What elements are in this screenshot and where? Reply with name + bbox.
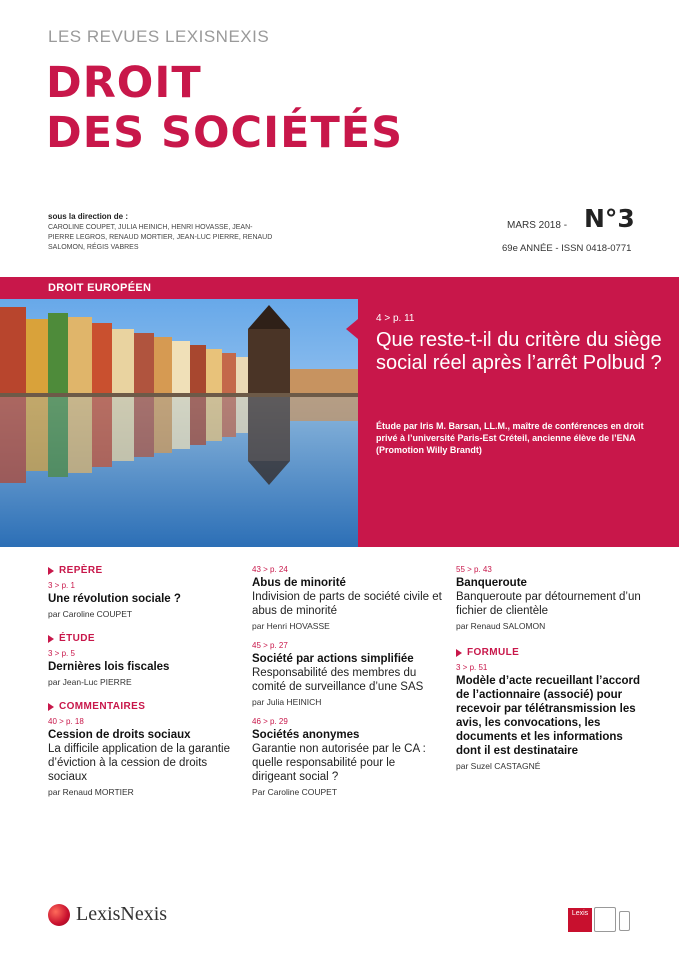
title-line-1: DROIT: [46, 58, 202, 108]
entry-title: Une révolution sociale ?: [48, 593, 181, 605]
entry-title: Dernières lois fiscales: [48, 661, 170, 673]
title-line-2: DES SOCIÉTÉS: [46, 108, 404, 158]
entry-author: par Henri HOVASSE: [252, 621, 330, 631]
magazine-title: [46, 58, 403, 158]
entry-description: Garantie non autorisée par le CA : quelle responsabilité pour le dirigeant social ?: [252, 743, 426, 783]
toc-entry[interactable]: [456, 663, 646, 771]
issue-info: 69e ANNÉE - ISSN 0418-0771: [502, 243, 632, 254]
toc-column-2: [252, 565, 442, 807]
section-header-repere: REPÈRE: [48, 565, 238, 576]
entry-ref: 3 > p. 5: [48, 649, 75, 658]
entry-description: La difficile application de la garantie d’éviction à la cession de droits sociaux: [48, 743, 230, 783]
toc-entry[interactable]: [48, 581, 238, 619]
direction-label: sous la direction de :: [48, 212, 129, 221]
entry-description: Banqueroute par détournement d’un fichier de clientèle: [456, 591, 641, 617]
section-header-formule: FORMULE: [456, 647, 646, 658]
feature-headline: Que reste-t-il du critère du siège social réel après l’arrêt Polbud ?: [376, 329, 662, 374]
feature-section-tag: DROIT EUROPÉEN: [0, 277, 358, 299]
entry-author: par Renaud MORTIER: [48, 787, 134, 797]
entry-title: Modèle d’acte recueillant l’accord de l’actionnaire (associé) pour recevoir par télétransmission les avis, les convocations, les documents et les informations dont il est destinataire: [456, 675, 641, 757]
direction-names: CAROLINE COUPET, JULIA HEINICH, HENRI HOVASSE, JEAN-PIERRE LEGROS, RENAUD MORTIER, JEAN-LUC PIERRE, RENAUD SALOMON, RÉGIS VABRES: [48, 224, 273, 251]
toc-entry[interactable]: [252, 565, 442, 631]
section-triangle-icon: [48, 703, 54, 711]
issue-date: MARS 2018 -: [507, 220, 568, 231]
toc-entry[interactable]: [252, 717, 442, 797]
toc-entry[interactable]: [252, 641, 442, 707]
section-triangle-icon: [456, 649, 462, 657]
entry-ref: 45 > p. 27: [252, 641, 288, 650]
toc-entry[interactable]: [48, 649, 238, 687]
toc-column-1: [48, 565, 238, 807]
entry-author: par Renaud SALOMON: [456, 621, 546, 631]
entry-title: Banqueroute: [456, 577, 527, 589]
entry-title: Société par actions simplifiée: [252, 653, 414, 665]
entry-title: Abus de minorité: [252, 577, 346, 589]
entry-author: par Suzel CASTAGNÉ: [456, 761, 541, 771]
entry-ref: 46 > p. 29: [252, 717, 288, 726]
entry-title: Cession de droits sociaux: [48, 729, 191, 741]
tablet-icon: [594, 907, 616, 932]
toc-entry[interactable]: [48, 717, 238, 797]
publisher-name: LES REVUES LEXISNEXIS: [48, 27, 270, 46]
entry-description: Indivision de parts de société civile et abus de minorité: [252, 591, 442, 617]
entry-ref: 3 > p. 1: [48, 581, 75, 590]
feature-author: Étude par Iris M. Barsan, LL.M., maître de conférences en droit privé à l’université Paris-Est Créteil, ancienne élève de l’ENA (Promotion Willy Brandt): [376, 421, 644, 455]
entry-title: Sociétés anonymes: [252, 729, 360, 741]
logo-orb-icon: [48, 904, 70, 926]
feature-ref: 4 > p. 11: [376, 313, 415, 324]
lexis-badge: Lexis: [568, 908, 592, 932]
phone-icon: [619, 911, 630, 931]
feature-panel: [358, 277, 679, 547]
logo-text: LexisNexis: [76, 903, 168, 925]
section-triangle-icon: [48, 567, 54, 575]
issue-number: N°3: [584, 204, 635, 233]
toc-column-3: [456, 565, 646, 781]
entry-author: par Jean-Luc PIERRE: [48, 677, 132, 687]
section-header-etude: ÉTUDE: [48, 633, 238, 644]
entry-ref: 43 > p. 24: [252, 565, 288, 574]
entry-ref: 40 > p. 18: [48, 717, 84, 726]
section-header-commentaires: COMMENTAIRES: [48, 701, 238, 712]
entry-author: par Caroline COUPET: [48, 609, 133, 619]
feature-band: [0, 277, 679, 547]
section-triangle-icon: [48, 635, 54, 643]
toc-entry[interactable]: [456, 565, 646, 631]
panel-pointer: [346, 319, 358, 339]
riverside-buildings-image: [0, 277, 358, 547]
entry-description: Responsabilité des membres du comité de surveillance d’une SAS: [252, 667, 424, 693]
entry-author: par Julia HEINICH: [252, 697, 322, 707]
lexisnexis-logo: [48, 903, 167, 926]
entry-ref: 3 > p. 51: [456, 663, 488, 672]
entry-ref: 55 > p. 43: [456, 565, 492, 574]
entry-author: Par Caroline COUPET: [252, 787, 338, 797]
cover-photo: [0, 277, 358, 547]
